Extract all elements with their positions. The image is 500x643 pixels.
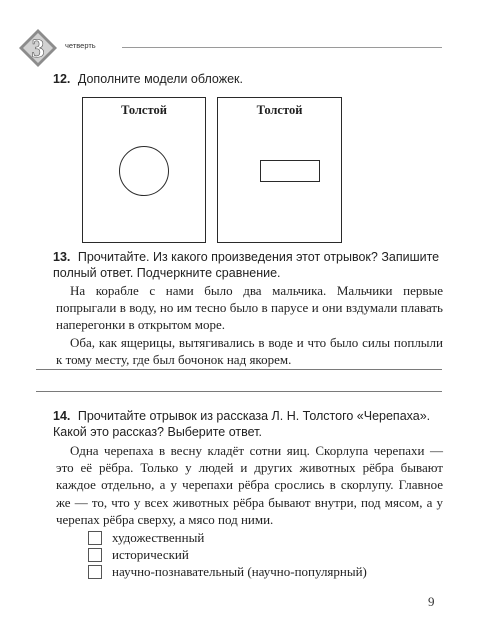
passage-paragraph: Одна черепаха в весну кладёт сотни яиц. Скорлупа черепахи — это её рёбра. Только у людей и других животных рёбра бывают каждое отдельно, а у черепахи рёбра срослись в скорлупу. Главное же — то, что у всех животных рёбра бывают внутри, под мясом, а у черепах рёбра сверху, а мясо под ними.: [56, 443, 443, 527]
option-scientific[interactable]: [88, 564, 367, 580]
cover-2-rectangle: [260, 160, 320, 182]
book-cover-1: [82, 97, 206, 243]
option-label: исторический: [112, 547, 189, 562]
task-12-title: Дополните модели обложек.: [77, 72, 243, 86]
answer-line-1[interactable]: [36, 369, 442, 370]
option-artistic[interactable]: [88, 530, 204, 546]
quarter-number: 3: [31, 34, 45, 63]
task-13-number: 13.: [53, 250, 71, 264]
task-14-title: Прочитайте отрывок из рассказа Л. Н. Толстого «Черепаха». Какой это рассказ? Выберите ответ.: [53, 409, 431, 439]
task-14-number: 14.: [53, 409, 71, 423]
cover-2-author: Толстой: [256, 103, 303, 117]
cover-1-author: Толстой: [121, 103, 167, 117]
page-number: 9: [428, 594, 435, 609]
task-13-passage: [56, 282, 443, 368]
option-historical[interactable]: [88, 547, 189, 563]
checkbox[interactable]: [88, 531, 102, 545]
passage-paragraph: На корабле с нами было два мальчика. Мальчики первые попрыгали в воду, но им тесно было в парусе и они вздумали плавать наперегонки в открытом море.: [56, 283, 443, 333]
task-13-title: Прочитайте. Из какого произведения этот отрывок? Запишите полный ответ. Подчеркните сравнение.: [53, 250, 440, 280]
option-label: научно-познавательный (научно-популярный): [112, 564, 367, 579]
checkbox[interactable]: [88, 548, 102, 562]
quarter-label: четверть: [65, 41, 96, 50]
header-divider: [122, 47, 442, 48]
cover-1-circle: [119, 146, 169, 196]
task-14-heading: [53, 408, 455, 440]
option-label: художественный: [112, 530, 205, 545]
passage-paragraph: Оба, как ящерицы, вытягивались в воде и что было силы поплыли к тому месту, где был бочонок над якорем.: [56, 334, 443, 367]
book-cover-2: [217, 97, 342, 243]
quarter-badge-icon: [18, 28, 58, 68]
answer-line-2[interactable]: [36, 391, 442, 392]
task-13-heading: [53, 249, 455, 281]
task-14-passage: [56, 442, 443, 528]
task-12-heading: [53, 71, 453, 87]
task-12-number: 12.: [53, 72, 71, 86]
checkbox[interactable]: [88, 565, 102, 579]
